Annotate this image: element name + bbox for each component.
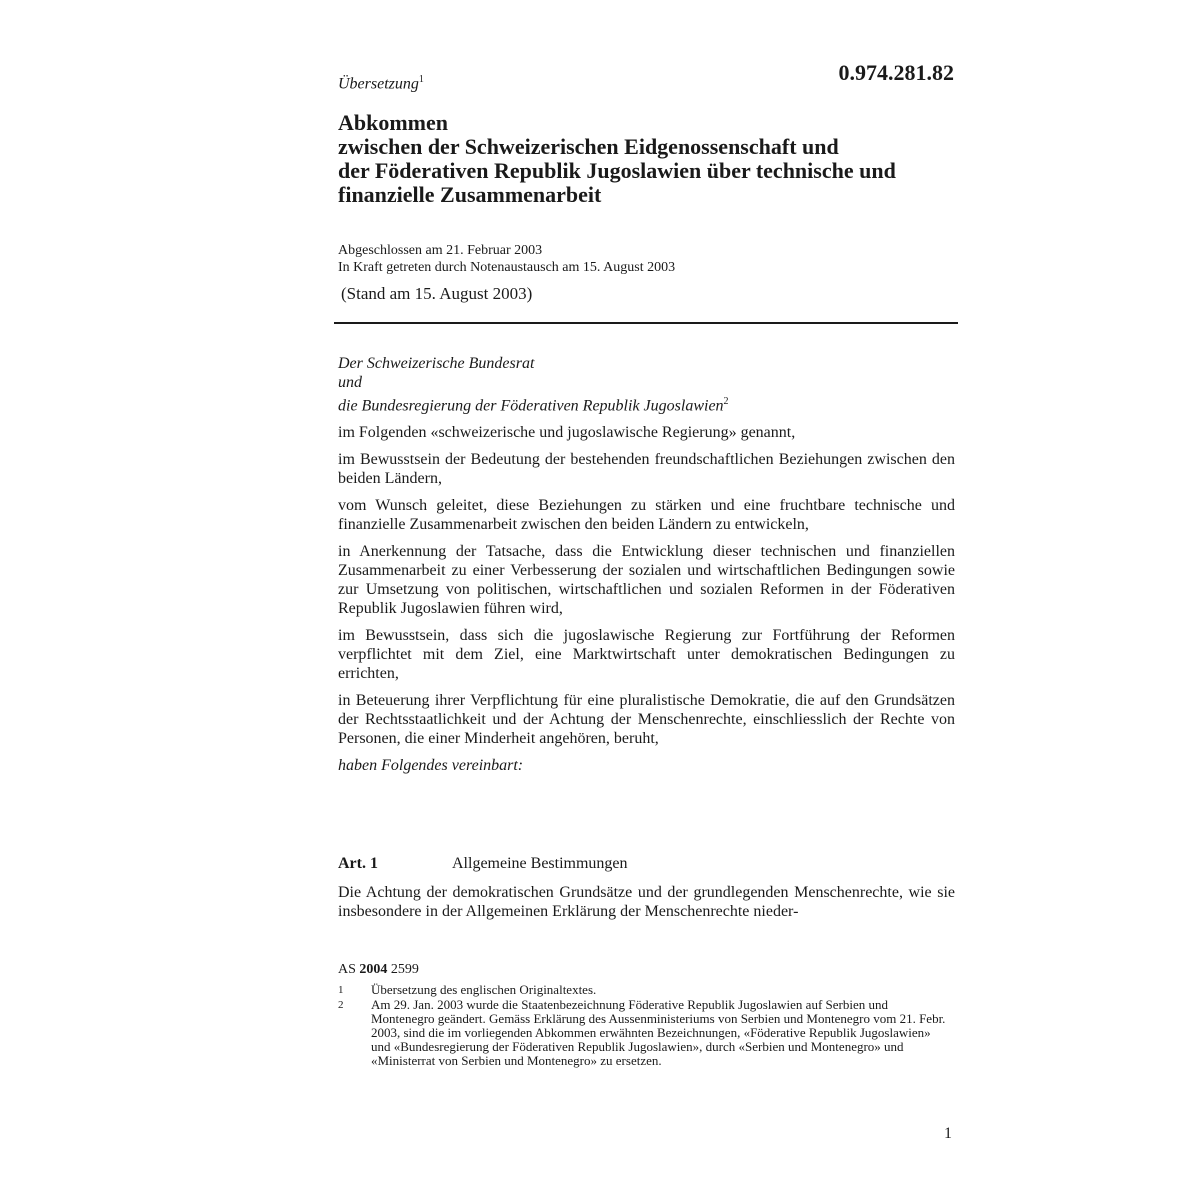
footnote-ref-2: 2 [723,396,729,407]
as-reference: AS 2004 2599 [338,962,419,977]
title-line: zwischen der Schweizerischen Eidgenossenschaft und [338,134,839,159]
footnote-text: Am 29. Jan. 2003 wurde die Staatenbezeichnung Föderative Republik Jugoslawien auf Serbien und Montenegro geändert. Gemäss Erklärung des Aussenministeriums von Serbien und Montenegro vom 21. Febr. 2003, sind die im vorliegenden Abkommen erwähnten Bezeichnungen, «Föderative Republik Jugoslawien» und «Bundesregierung der Föderativen Republik Jugoslawien», durch «Serbien und Montenegro» und «Ministerrat von Serbien und Montenegro» zu ersetzen. [371,997,946,1068]
party-1: Der Schweizerische Bundesrat [338,355,535,372]
sr-number: 0.974.281.82 [838,60,954,85]
article-1-body: Die Achtung der demokratischen Grundsätze und der grundlegenden Menschenrechte, wie sie insbesondere in der Allgemeinen Erklärung der Menschenrechte nieder- [338,884,955,920]
preamble-paragraph: vom Wunsch geleitet, diese Beziehungen zu stärken und eine fruchtbare technische und finanzielle Zusammenarbeit zwischen den beiden Ländern zu entwickeln, [338,497,955,534]
preamble-paragraph: in Beteuerung ihrer Verpflichtung für eine pluralistische Demokratie, die auf den Grundsätzen der Rechtsstaatlichkeit und der Achtung der Menschenrechte, einschliesslich der Rechte von Personen, die einer Minderheit angehören, beruht, [338,692,955,748]
party-2: die Bundesregierung der Föderativen Republik Jugoslawien$^2$ [338,396,729,415]
article-1-heading [338,855,958,873]
title-line: finanzielle Zusammenarbeit [338,182,602,207]
preamble-paragraph: im Bewusstsein der Bedeutung der bestehenden freundschaftlichen Beziehungen zwischen den beiden Ländern, [338,451,955,488]
horizontal-rule [334,322,958,324]
article-title: Allgemeine Bestimmungen [452,855,628,872]
preamble [338,354,955,775]
agreed-clause: haben Folgendes vereinbart: [338,757,524,775]
preamble-paragraph: im Folgenden «schweizerische und jugoslawische Regierung» genannt, [338,424,796,442]
title-line: Abkommen [338,110,449,135]
translation-label: Übersetzung$^1$ [338,74,424,93]
footnote-mark: 1 [338,984,344,996]
article-number: Art. 1 [338,855,378,872]
in-force-date: In Kraft getreten durch Notenaustausch am 15. August 2003 [338,260,676,275]
page-number: 1 [944,1125,952,1142]
preamble-paragraph: im Bewusstsein, dass sich die jugoslawische Regierung zur Fortführung der Reformen verpflichtet mit dem Ziel, eine Marktwirtschaft unter demokratischen Bedingungen zu errichten, [338,627,955,683]
footnote [338,998,950,1068]
concluded-date: Abgeschlossen am 21. Februar 2003 [338,243,543,258]
footnote-mark: 2 [338,999,344,1011]
party-conjunction: und [338,374,362,391]
footnotes [338,983,950,1069]
document-title [338,111,958,207]
footnote [338,983,950,997]
conclusion-info [338,242,675,276]
footnote-ref-1: 1 [418,74,424,85]
preamble-paragraph: in Anerkennung der Tatsache, dass die Entwicklung dieser technischen und finanziellen Zusammenarbeit zu einer Verbesserung der sozialen und wirtschaftlichen Bedingungen sowie zur Umsetzung von politischen, wirtschaftlichen und sozialen Reformen in der Föderativen Republik Jugoslawien führen wird, [338,543,955,618]
footnote-text: Übersetzung des englischen Originaltextes. [371,982,597,997]
status-date: (Stand am 15. August 2003) [341,284,533,303]
title-line: der Föderativen Republik Jugoslawien über technische und [338,158,896,183]
